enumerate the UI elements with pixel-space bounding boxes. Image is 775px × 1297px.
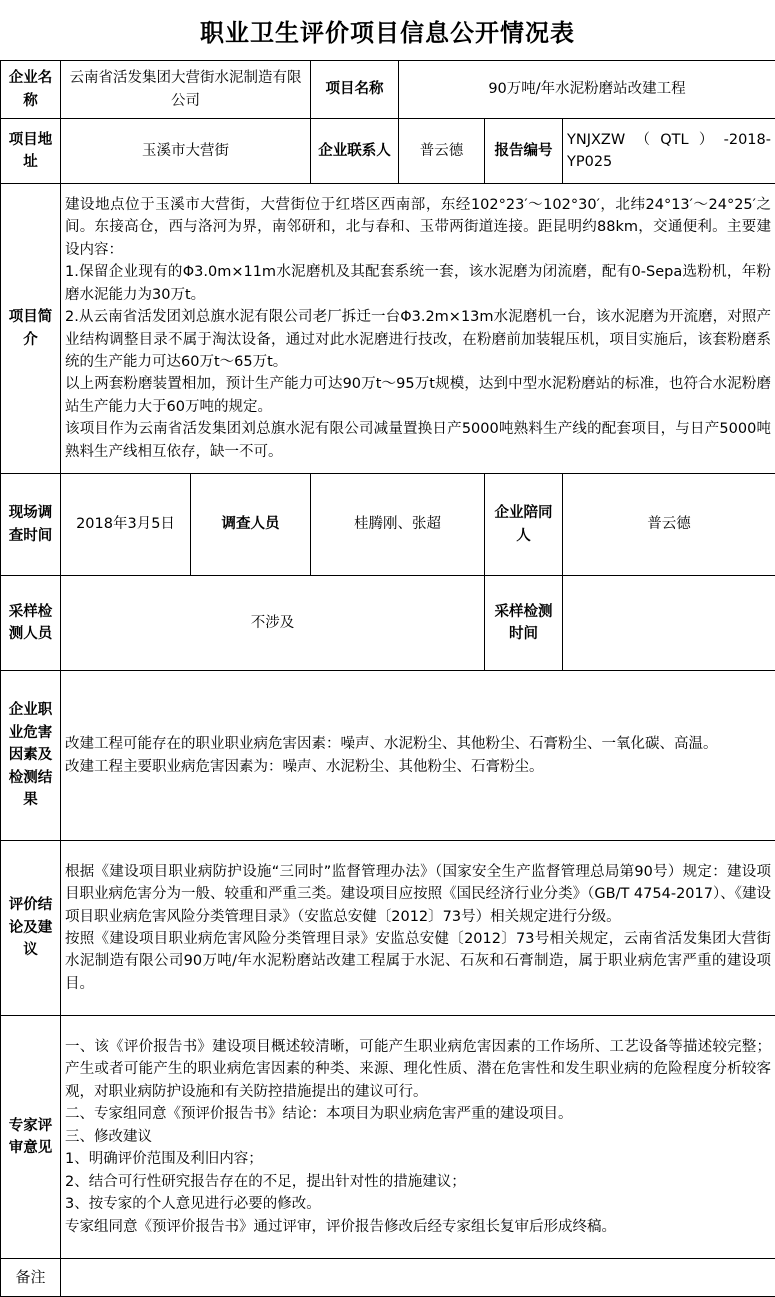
value-survey-time: 2018年3月5日 — [61, 474, 191, 576]
value-company-escort: 普云德 — [563, 474, 775, 576]
row-sampling — [1, 576, 775, 671]
value-sampling-time — [563, 576, 775, 671]
value-company-name: 云南省活发集团大营街水泥制造有限公司 — [61, 61, 311, 119]
intro-paragraph: 建设地点位于玉溪市大营街，大营街位于红塔区西南部，东经102°23′～102°30′，北纬24°13′～24°25′之间。东接高仓，西与洛河为界，南邻研和，北与春和、玉带两街道连接。距昆明约88km，交通便利。主要建设内容： — [65, 194, 771, 261]
value-report-no: YNJXZW（QTL）-2018-YP025 — [563, 119, 775, 184]
value-hazards — [61, 671, 775, 841]
row-hazards — [1, 671, 775, 841]
label-hazards: 企业职业危害因素及检测结果 — [1, 671, 61, 841]
intro-paragraph: 以上两套粉磨装置相加，预计生产能力可达90万t～95万t规模，达到中型水泥粉磨站的标准，也符合水泥粉磨站生产能力大于60万吨的规定。 — [65, 373, 771, 418]
label-report-no: 报告编号 — [485, 119, 563, 184]
evaluation-paragraph: 按照《建设项目职业病危害风险分类管理目录》安监总安健〔2012〕73号相关规定，云南省活发集团大营街水泥制造有限公司90万吨/年水泥粉磨站改建工程属于水泥、石灰和石膏制造，属于职业病危害严重的建设项目。 — [65, 928, 771, 995]
label-sampling-staff: 采样检测人员 — [1, 576, 61, 671]
expert-paragraph: 1、明确评价范围及利旧内容； — [65, 1148, 771, 1170]
hazards-paragraph: 改建工程可能存在的职业职业病危害因素：噪声、水泥粉尘、其他粉尘、石膏粉尘、一氧化碳、高温。 — [65, 733, 771, 755]
expert-paragraph: 三、修改建议 — [65, 1126, 771, 1148]
label-project-intro: 项目简介 — [1, 184, 61, 474]
value-project-intro — [61, 184, 775, 474]
expert-paragraph: 3、按专家的个人意见进行必要的修改。 — [65, 1193, 771, 1215]
intro-paragraph: 1.保留企业现有的Φ3.0m×11m水泥磨机及其配套系统一套，该水泥磨为闭流磨，配有0-Sepa选粉机，年粉磨水泥能力为30万t。 — [65, 261, 771, 306]
label-investigators: 调查人员 — [191, 474, 311, 576]
row-survey — [1, 474, 775, 576]
label-project-address: 项目地址 — [1, 119, 61, 184]
label-survey-time: 现场调查时间 — [1, 474, 61, 576]
label-evaluation: 评价结论及建议 — [1, 841, 61, 1016]
label-project-name: 项目名称 — [311, 61, 399, 119]
intro-paragraph: 该项目作为云南省活发集团刘总旗水泥有限公司减量置换日产5000吨熟料生产线的配套项目，与日产5000吨熟料生产线相互依存，缺一不可。 — [65, 418, 771, 463]
label-company-name: 企业名称 — [1, 61, 61, 119]
intro-paragraph: 2.从云南省活发团刘总旗水泥有限公司老厂拆迁一台Φ3.2m×13m水泥磨机一台，该水泥磨为开流磨，对照产业结构调整目录不属于淘汰设备，通过对此水泥磨进行技改，在粉磨前加装辊压机，项目实施后，该套粉磨系统的生产能力可达60万t～65万t。 — [65, 306, 771, 373]
value-evaluation — [61, 841, 775, 1016]
expert-paragraph: 二、专家组同意《预评价报告书》结论：本项目为职业病危害严重的建设项目。 — [65, 1103, 771, 1125]
value-sampling-staff: 不涉及 — [61, 576, 485, 671]
info-table — [0, 60, 775, 1297]
value-expert-review — [61, 1016, 775, 1259]
row-remarks — [1, 1259, 775, 1297]
row-address — [1, 119, 775, 184]
value-project-name: 90万吨/年水泥粉磨站改建工程 — [399, 61, 775, 119]
row-expert — [1, 1016, 775, 1259]
value-company-contact: 普云德 — [399, 119, 485, 184]
value-investigators: 桂腾刚、张超 — [311, 474, 485, 576]
page-title: 职业卫生评价项目信息公开情况表 — [0, 0, 775, 60]
value-project-address: 玉溪市大营街 — [61, 119, 311, 184]
expert-paragraph: 2、结合可行性研究报告存在的不足，提出针对性的措施建议； — [65, 1171, 771, 1193]
expert-paragraph: 专家组同意《预评价报告书》通过评审，评价报告修改后经专家组长复审后形成终稿。 — [65, 1216, 771, 1238]
evaluation-paragraph: 根据《建设项目职业病防护设施“三同时”监督管理办法》（国家安全生产监督管理总局第90号）规定：建设项目职业病危害分为一般、较重和严重三类。建设项目应按照《国民经济行业分类》（GB/T 4754-2017）、《建设项目职业病危害风险分类管理目录》（安监总安健〔2012〕73号）相关规定进行分级。 — [65, 861, 771, 928]
row-intro — [1, 184, 775, 474]
row-company — [1, 61, 775, 119]
label-company-escort: 企业陪同人 — [485, 474, 563, 576]
label-sampling-time: 采样检测时间 — [485, 576, 563, 671]
hazards-paragraph: 改建工程主要职业病危害因素为：噪声、水泥粉尘、其他粉尘、石膏粉尘。 — [65, 756, 771, 778]
label-remarks: 备注 — [1, 1259, 61, 1297]
label-expert-review: 专家评审意见 — [1, 1016, 61, 1259]
label-company-contact: 企业联系人 — [311, 119, 399, 184]
value-remarks — [61, 1259, 775, 1297]
expert-paragraph: 一、该《评价报告书》建设项目概述较清晰，可能产生职业病危害因素的工作场所、工艺设备等描述较完整；产生或者可能产生的职业病危害因素的种类、来源、理化性质、潜在危害性和发生职业病的危险程度分析较客观，对职业病防护设施和有关防控措施提出的建议可行。 — [65, 1036, 771, 1103]
row-evaluation — [1, 841, 775, 1016]
